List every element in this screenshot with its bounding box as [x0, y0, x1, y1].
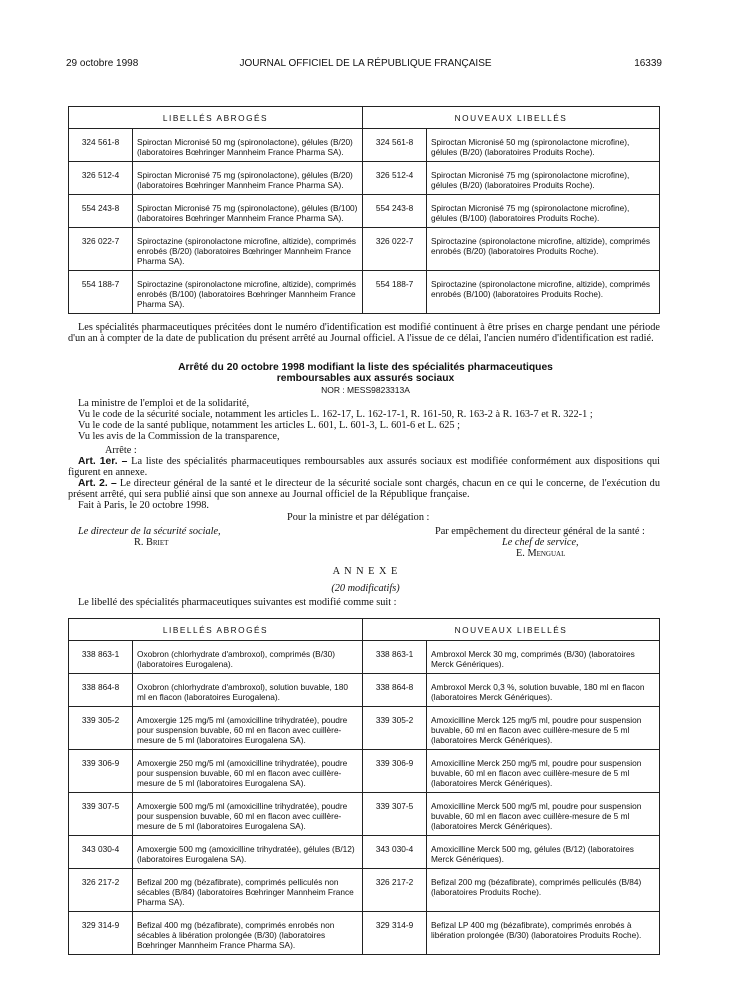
table-row: [69, 271, 660, 314]
annexe-subtitle: (20 modificatifs): [331, 583, 400, 594]
table-row: [69, 707, 660, 750]
new-label-cell: Ambroxol Merck 30 mg, comprimés (B/30) (laboratoires Merck Génériques).: [427, 641, 660, 674]
arrete-title-1: Arrêté du 20 octobre 1998 modifiant la liste des spécialités pharmaceutiques: [178, 362, 553, 373]
new-label-cell: Befizal LP 400 mg (bézafibrate), comprimés enrobés à libération prolongée (B/30) (laboratoires Produits Roche).: [427, 912, 660, 955]
table-annexe: [68, 618, 660, 955]
new-code-cell: 326 512-4: [363, 162, 427, 195]
old-label-cell: Amoxergie 500 mg (amoxicilline trihydratée), gélules (B/12) (laboratoires Eurogalena SA).: [133, 836, 363, 869]
new-code-cell: 339 305-2: [363, 707, 427, 750]
table-row: [69, 674, 660, 707]
old-label-cell: Amoxergie 125 mg/5 ml (amoxicilline trihydratée), poudre pour suspension buvable, 60 ml en flacon avec cuillère-mesure de 5 ml (laboratoires Eurogalena SA).: [133, 707, 363, 750]
new-code-cell: 339 307-5: [363, 793, 427, 836]
old-label-cell: Spiroctan Micronisé 75 mg (spironolactone), gélules (B/100) (laboratoires Bœhringer Mannheim France Pharma SA).: [133, 195, 363, 228]
old-label-cell: Spiroctazine (spironolactone microfine, altizide), comprimés enrobés (B/100) (laboratoires Bœhringer Mannheim France Pharma SA).: [133, 271, 363, 314]
sig-right-name: E. Mengual: [516, 548, 566, 559]
new-label-cell: Spiroctan Micronisé 50 mg (spironolactone microfine), gélules (B/20) (laboratoires Produits Roche).: [427, 129, 660, 162]
intro-text: Les spécialités pharmaceutiques précitées dont le numéro d'identification est modifié continuent à être prises en charge pendant une période d'un an à compter de la date de publication du présent arrêté au Journal officiel. A l'issue de ce délai, l'ancien numéro d'identification est radié.: [68, 322, 660, 345]
old-code-cell: 326 022-7: [69, 228, 133, 271]
new-code-cell: 338 864-8: [363, 674, 427, 707]
old-code-cell: 329 314-9: [69, 912, 133, 955]
old-code-cell: 338 863-1: [69, 641, 133, 674]
new-label-cell: Spiroctazine (spironolactone microfine, altizide), comprimés enrobés (B/100) (laboratoires Produits Roche).: [427, 271, 660, 314]
arrete-line-3: Vu le code de la santé publique, notamment les articles L. 601, L. 601-3, L. 601-6 et L. 625 ;: [78, 420, 460, 431]
annexe-intro: Le libellé des spécialités pharmaceutiques suivantes est modifié comme suit :: [78, 597, 397, 608]
new-label-cell: Befizal 200 mg (bézafibrate), comprimés pelliculés (B/84) (laboratoires Produits Roche).: [427, 869, 660, 912]
art1-text: La liste des spécialités pharmaceutiques remboursables aux assurés sociaux est modifiée conformément aux dispositions qui figurent en annexe.: [68, 456, 661, 479]
arrete-line-2: Vu le code de la sécurité sociale, notamment les articles L. 162-17, L. 162-17-1, R. 161-50, R. 163-2 à R. 163-7 et R. 322-1 ;: [78, 409, 593, 420]
old-label-cell: Spiroctan Micronisé 75 mg (spironolactone), gélules (B/20) (laboratoires Bœhringer Mannheim France Pharma SA).: [133, 162, 363, 195]
table-row: [69, 912, 660, 955]
table-row: [69, 641, 660, 674]
old-code-cell: 338 864-8: [69, 674, 133, 707]
old-code-cell: 339 305-2: [69, 707, 133, 750]
arrete-title-2: remboursables aux assurés sociaux: [276, 373, 455, 384]
new-code-cell: 554 188-7: [363, 271, 427, 314]
table-row: [69, 750, 660, 793]
header-journal: JOURNAL OFFICIEL DE LA RÉPUBLIQUE FRANÇAISE: [239, 58, 492, 69]
new-label-cell: Spiroctan Micronisé 75 mg (spironolactone microfine), gélules (B/20) (laboratoires Produits Roche).: [427, 162, 660, 195]
nor-reference: NOR : MESS9823313A: [321, 385, 410, 395]
arrete-line-1: La ministre de l'emploi et de la solidarité,: [78, 398, 250, 409]
article-2: [68, 478, 660, 500]
new-code-cell: 339 306-9: [363, 750, 427, 793]
new-code-cell: 326 022-7: [363, 228, 427, 271]
new-code-cell: 324 561-8: [363, 129, 427, 162]
old-label-cell: Spiroctazine (spironolactone microfine, altizide), comprimés enrobés (B/20) (laboratoires Bœhringer Mannheim France Pharma SA).: [133, 228, 363, 271]
table-row: [69, 793, 660, 836]
sig-right-title: Par empêchement du directeur général de la santé :: [435, 526, 645, 537]
old-code-cell: 326 512-4: [69, 162, 133, 195]
old-code-cell: 339 307-5: [69, 793, 133, 836]
article-1: [68, 456, 660, 478]
old-label-cell: Amoxergie 250 mg/5 ml (amoxicilline trihydratée), poudre pour suspension buvable, 60 ml en flacon avec cuillère-mesure de 5 ml (laboratoires Eurogalena SA).: [133, 750, 363, 793]
table-row: [69, 162, 660, 195]
old-code-cell: 326 217-2: [69, 869, 133, 912]
table-head-old: LIBELLÉS ABROGÉS: [69, 619, 363, 641]
annexe-title: A N N E X E: [332, 566, 399, 577]
page-number: 16339: [634, 58, 662, 69]
old-code-cell: 554 243-8: [69, 195, 133, 228]
new-label-cell: Spiroctazine (spironolactone microfine, altizide), comprimés enrobés (B/20) (laboratoires Produits Roche).: [427, 228, 660, 271]
table-head-new: NOUVEAUX LIBELLÉS: [363, 619, 660, 641]
table-head-new: NOUVEAUX LIBELLÉS: [363, 107, 660, 129]
table-row: [69, 869, 660, 912]
table-row: [69, 129, 660, 162]
new-code-cell: 338 863-1: [363, 641, 427, 674]
header-date: 29 octobre 1998: [66, 58, 139, 69]
sig-left-name: R. Briet: [134, 537, 169, 548]
new-code-cell: 329 314-9: [363, 912, 427, 955]
fait-line: Fait à Paris, le 20 octobre 1998.: [78, 500, 209, 511]
new-code-cell: 343 030-4: [363, 836, 427, 869]
table-row: [69, 228, 660, 271]
old-code-cell: 343 030-4: [69, 836, 133, 869]
table-head-old: LIBELLÉS ABROGÉS: [69, 107, 363, 129]
old-code-cell: 554 188-7: [69, 271, 133, 314]
arrete-line-5: Arrête :: [105, 445, 137, 456]
new-label-cell: Spiroctan Micronisé 75 mg (spironolactone microfine), gélules (B/100) (laboratoires Produits Roche).: [427, 195, 660, 228]
old-label-cell: Befizal 400 mg (bézafibrate), comprimés enrobés non sécables à libération prolongée (B/30) (laboratoires Bœhringer Mannheim France Pharma SA).: [133, 912, 363, 955]
new-code-cell: 554 243-8: [363, 195, 427, 228]
art1-label: Art. 1er. –: [78, 456, 128, 467]
old-label-cell: Oxobron (chlorhydrate d'ambroxol), comprimés (B/30) (laboratoires Eurogalena).: [133, 641, 363, 674]
sig-right-role: Le chef de service,: [502, 537, 579, 548]
delegation-line: Pour la ministre et par délégation :: [287, 512, 430, 523]
old-label-cell: Oxobron (chlorhydrate d'ambroxol), solution buvable, 180 ml en flacon (laboratoires Eurogalena).: [133, 674, 363, 707]
old-label-cell: Befizal 200 mg (bézafibrate), comprimés pelliculés non sécables (B/84) (laboratoires Bœhringer Mannheim France Pharma SA).: [133, 869, 363, 912]
old-label-cell: Amoxergie 500 mg/5 ml (amoxicilline trihydratée), poudre pour suspension buvable, 60 ml en flacon avec cuillère-mesure de 5 ml (laboratoires Eurogalena SA).: [133, 793, 363, 836]
table-row: [69, 195, 660, 228]
new-label-cell: Amoxicilline Merck 250 mg/5 ml, poudre pour suspension buvable, 60 ml en flacon avec cuillère-mesure de 5 ml (laboratoires Merck Génériques).: [427, 750, 660, 793]
art2-text: Le directeur général de la santé et le directeur de la sécurité sociale sont chargés, chacun en ce qui le concerne, de l'exécution du présent arrêté, qui sera publié ainsi que son annexe au Journal officiel de la République française.: [68, 478, 660, 501]
table-spiroctan: [68, 106, 660, 314]
new-label-cell: Amoxicilline Merck 125 mg/5 ml, poudre pour suspension buvable, 60 ml en flacon avec cuillère-mesure de 5 ml (laboratoires Merck Génériques).: [427, 707, 660, 750]
sig-left-title: Le directeur de la sécurité sociale,: [78, 526, 221, 537]
new-label-cell: Ambroxol Merck 0,3 %, solution buvable, 180 ml en flacon (laboratoires Merck Génériques).: [427, 674, 660, 707]
intro-paragraph: [68, 322, 660, 344]
new-label-cell: Amoxicilline Merck 500 mg, gélules (B/12) (laboratoires Merck Génériques).: [427, 836, 660, 869]
old-code-cell: 339 306-9: [69, 750, 133, 793]
new-code-cell: 326 217-2: [363, 869, 427, 912]
old-label-cell: Spiroctan Micronisé 50 mg (spironolactone), gélules (B/20) (laboratoires Bœhringer Mannheim France Pharma SA).: [133, 129, 363, 162]
old-code-cell: 324 561-8: [69, 129, 133, 162]
table-row: [69, 836, 660, 869]
new-label-cell: Amoxicilline Merck 500 mg/5 ml, poudre pour suspension buvable, 60 ml en flacon avec cuillère-mesure de 5 ml (laboratoires Merck Génériques).: [427, 793, 660, 836]
arrete-line-4: Vu les avis de la Commission de la transparence,: [78, 431, 280, 442]
art2-label: Art. 2. –: [78, 478, 117, 489]
